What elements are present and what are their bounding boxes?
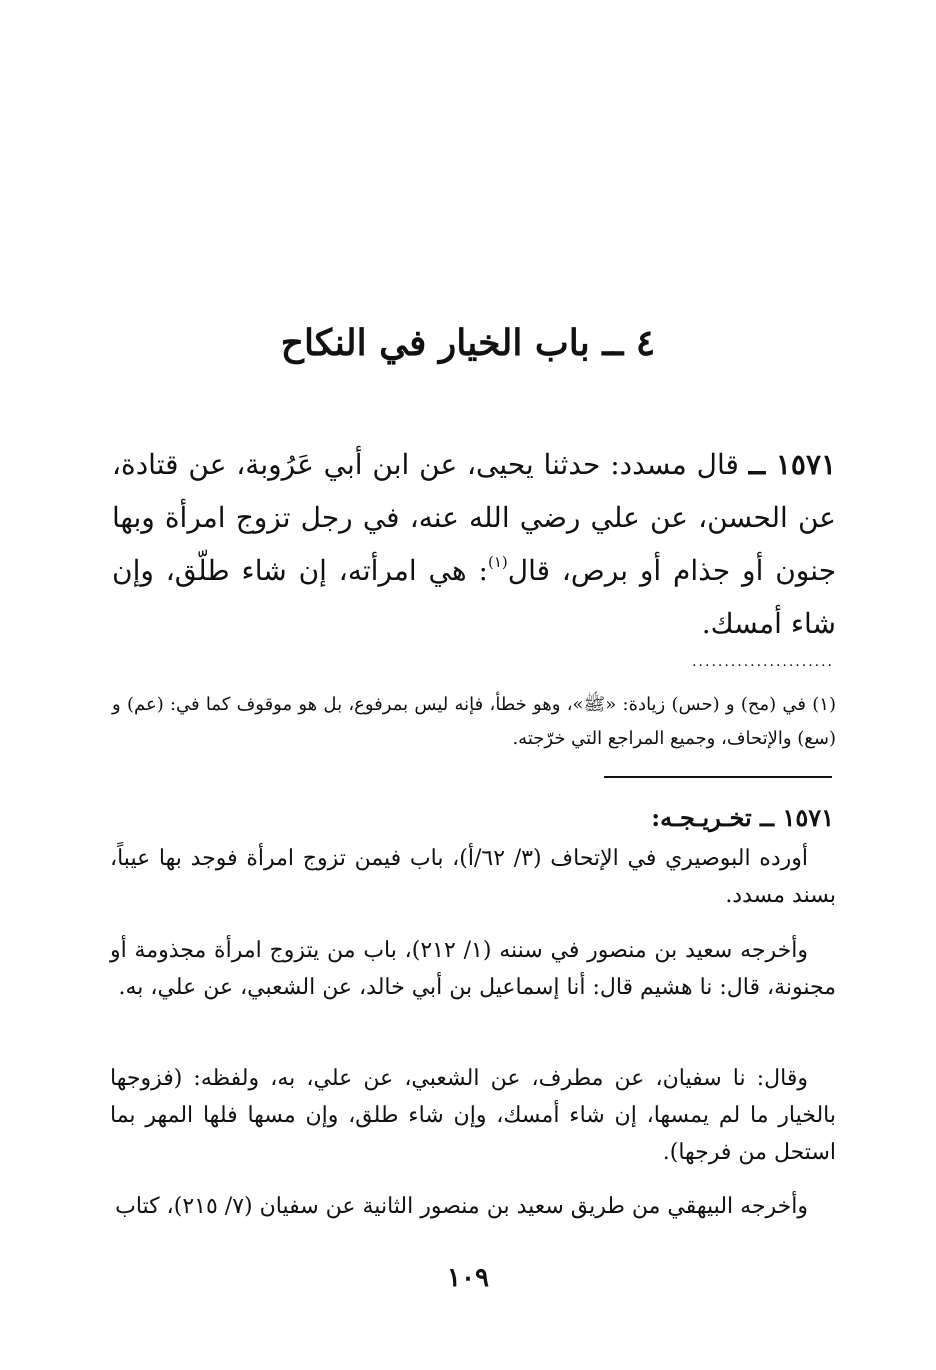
hadith-text-part-2: : هي امرأته، إن شاء طلّق، وإن شاء أمسك.	[112, 554, 836, 640]
page-number: ١٠٩	[447, 1263, 489, 1293]
takhrij-paragraph-text: أورده البوصيري في الإتحاف (٣/ ٦٢/أ)، باب فيمن تزوج امرأة فوجد بها عيباً، بسند مسدد.	[110, 846, 836, 908]
hadith-text-part-1: قال مسدد: حدثنا يحيى، عن ابن أبي عَرُوبة، عن قتادة، عن الحسن، عن علي رضي الله عنه، في رجل تزوج امرأة وبها جنون أو جذام أو برص، قال	[112, 448, 837, 587]
footnote-separator-dots: ......................	[692, 654, 834, 670]
hadith-number: ١٥٧١ ــ	[748, 448, 837, 481]
takhrij-heading: ١٥٧١ ــ تخـريـجـه:	[651, 803, 834, 832]
footnote-divider	[604, 776, 832, 778]
chapter-title: ٤ ــ باب الخيار في النكاح	[280, 322, 656, 364]
takhrij-paragraph	[110, 1188, 836, 1225]
takhrij-paragraph	[110, 932, 836, 1006]
takhrij-paragraph	[110, 840, 836, 914]
takhrij-paragraph-text: وأخرجه البيهقي من طريق سعيد بن منصور الثانية عن سفيان (٧/ ٢١٥)، كتاب	[115, 1194, 808, 1219]
takhrij-paragraph-text: وقال: نا سفيان، عن مطرف، عن الشعبي، عن علي، به، ولفظه: (فزوجها بالخيار ما لم يمسها، إن شاء أمسك، وإن شاء طلق، وإن مسها فلها المهر بما استحل من فرجها).	[110, 1066, 836, 1165]
takhrij-paragraph-text: وأخرجه سعيد بن منصور في سننه (١/ ٢١٢)، باب من يتزوج امرأة مجذومة أو مجنونة، قال: نا هشيم قال: أنا إسماعيل بن أبي خالد، عن الشعبي، عن علي، به.	[110, 938, 836, 1000]
takhrij-paragraph	[110, 1060, 836, 1171]
hadith-text	[112, 438, 836, 650]
footnote: (١) في (مح) و (حس) زيادة: «ﷺ»، وهو خطأ، فإنه ليس بمرفوع، بل هو موقوف كما في: (عم) و (سع) والإتحاف، وجميع المراجع التي خرّجته.	[112, 694, 836, 749]
footnote-marker: (١)	[487, 553, 508, 571]
